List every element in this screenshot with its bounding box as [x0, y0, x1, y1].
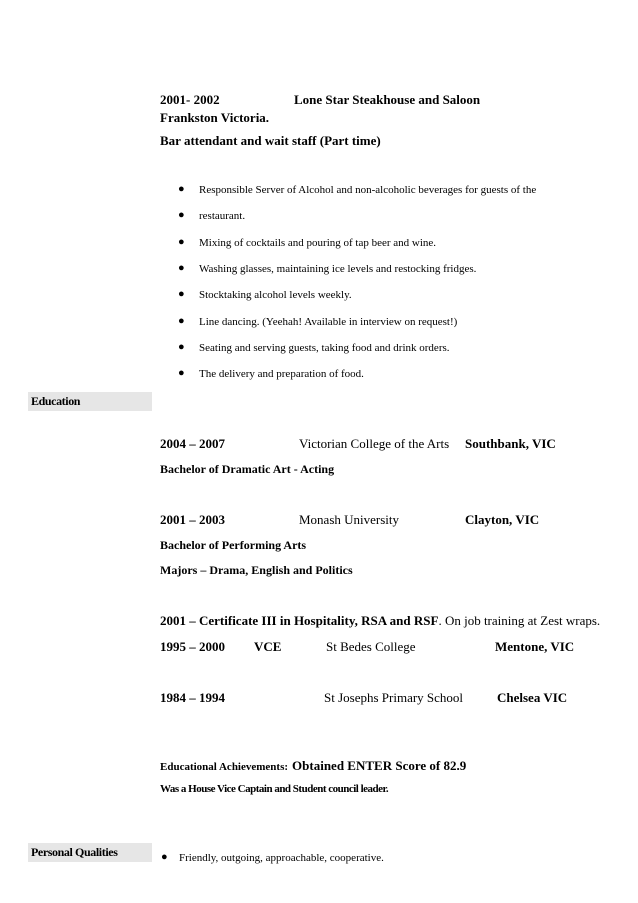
certificate-title: 2001 – Certificate III in Hospitality, RSA and RSF	[160, 613, 439, 628]
primary-years: 1984 – 1994	[160, 690, 225, 705]
achievements-leadership: Was a House Vice Captain and Student council leader.	[160, 783, 389, 795]
employment-years: 2001- 2002	[160, 92, 220, 107]
certificate-line	[160, 613, 600, 629]
vce-label: VCE	[254, 639, 282, 654]
bullet-icon: ●	[161, 851, 168, 863]
certificate-note: . On job training at Zest wraps.	[438, 613, 601, 628]
section-header-education	[28, 392, 152, 411]
education-place: Southbank, VIC	[465, 436, 556, 451]
bullet-icon: ●	[178, 183, 185, 195]
section-header-personal	[28, 843, 152, 862]
achievements-score: Obtained ENTER Score of 82.9	[292, 758, 467, 773]
bullet-icon: ●	[178, 367, 185, 379]
section-label: Education	[31, 394, 81, 408]
education-degree: Bachelor of Performing Arts	[160, 538, 307, 552]
employment-location: Frankston Victoria.	[160, 110, 270, 125]
section-label: Personal Qualities	[31, 845, 118, 859]
education-institution: Monash University	[299, 512, 400, 527]
bullet-icon: ●	[178, 262, 185, 274]
employment-role: Bar attendant and wait staff (Part time)	[160, 133, 381, 148]
bullet-icon: ●	[178, 315, 185, 327]
education-place: Clayton, VIC	[465, 512, 540, 527]
bullet-icon: ●	[178, 209, 185, 221]
vce-years: 1995 – 2000	[160, 639, 225, 654]
achievements-line	[160, 757, 466, 775]
vce-place: Mentone, VIC	[495, 639, 575, 654]
vce-school: St Bedes College	[326, 639, 416, 654]
primary-school: St Josephs Primary School	[324, 690, 464, 705]
bullet-icon: ●	[178, 341, 185, 353]
education-majors: Majors – Drama, English and Politics	[160, 563, 353, 577]
bullet-icon: ●	[178, 288, 185, 300]
education-degree: Bachelor of Dramatic Art - Acting	[160, 462, 335, 476]
bullet-icon: ●	[178, 236, 185, 248]
achievements-label: Educational Achievements:	[160, 761, 289, 773]
primary-place: Chelsea VIC	[497, 690, 568, 705]
education-years: 2004 – 2007	[160, 436, 225, 451]
education-institution: Victorian College of the Arts	[299, 436, 450, 451]
employment-employer: Lone Star Steakhouse and Saloon	[294, 92, 481, 107]
education-years: 2001 – 2003	[160, 512, 225, 527]
